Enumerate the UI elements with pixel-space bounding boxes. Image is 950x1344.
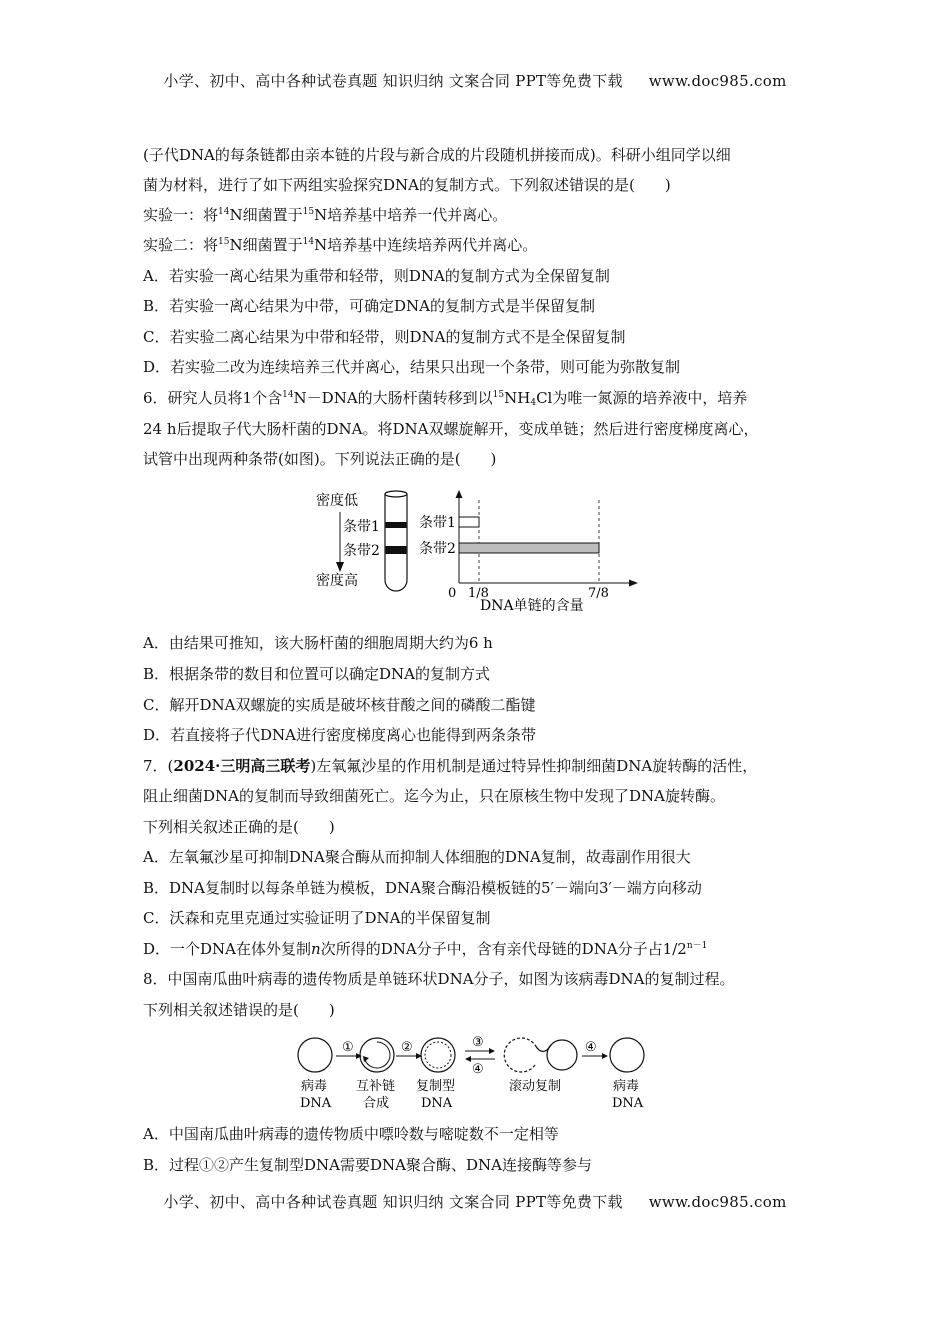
q5-option-d: D．若实验二改为连续培养三代并离心，结果只出现一个条带，则可能为弥散复制: [143, 358, 681, 376]
label-virus-2b: DNA: [612, 1096, 644, 1111]
tick-label-2: 7/8: [588, 586, 609, 601]
q7-stem-line2: 阻止细菌DNA的复制而导致细菌死亡。迄今为止，只在原核生物中发现了DNA旋转酶。: [143, 787, 725, 805]
tick-label-1: 1/8: [468, 586, 489, 601]
x-axis-arrow: [629, 580, 638, 587]
q7-option-d: D．一个DNA在体外复制n次所得的DNA分子中，含有亲代母链的DNA分子占$1/2^{n-1}$: [143, 940, 708, 958]
label-complement-b: 合成: [363, 1096, 390, 1111]
q8-stem-line1: 8．中国南瓜曲叶病毒的遗传物质是单链环状DNA分子，如图为该病毒DNA的复制过程。: [143, 970, 735, 988]
page-header: [0, 70, 950, 91]
q7-option-c: C．沃森和克里克通过实验证明了DNA的半保留复制: [143, 909, 491, 927]
tube-band1: [386, 522, 407, 528]
q8-option-b: B．过程①②产生复制型DNA需要DNA聚合酶、DNA连接酶等参与: [143, 1156, 592, 1174]
label-replicative-b: DNA: [421, 1096, 453, 1111]
label-virus-1a: 病毒: [301, 1079, 328, 1094]
chart-area: [419, 490, 638, 614]
q5-experiment-2: 实验二：将$^{15}$N细菌置于$^{14}$N培养基中连续培养两代并离心。: [143, 236, 538, 254]
q5-option-b: B．若实验一离心结果为中带，可确定DNA的复制方式是半保留复制: [143, 297, 596, 315]
q5-experiment-1: 实验一：将$^{14}$N细菌置于$^{15}$N培养基中培养一代并离心。: [143, 206, 508, 224]
rolling-circle-2: [547, 1040, 577, 1070]
page-footer: [0, 1191, 950, 1212]
density-low-label: 密度低: [316, 493, 358, 509]
step3-label: ③: [472, 1035, 484, 1050]
step4-forward-label: ④: [585, 1040, 597, 1055]
tube-band1-label: 条带1: [343, 519, 380, 535]
chart-x-axis-label: DNA单链的含量: [480, 598, 584, 614]
q5-option-a: A．若实验一离心结果为重带和轻带，则DNA的复制方式为全保留复制: [143, 267, 610, 285]
q8-stem-line2: 下列相关叙述错误的是( ): [143, 1001, 335, 1019]
q7-option-a: A．左氧氟沙星可抑制DNA聚合酶从而抑制人体细胞的DNA复制，故毒副作用很大: [143, 848, 691, 866]
q7-stem-line1: 7．(2024·三明高三联考)左氧氟沙星的作用机制是通过特异性抑制细菌DNA旋转酶的活性，: [143, 757, 758, 775]
y-axis-arrow: [456, 490, 463, 498]
q5-option-c: C．若实验二离心结果为中带和轻带，则DNA的复制方式不是全保留复制: [143, 328, 626, 346]
q7-option-b: B．DNA复制时以每条单链为模板，DNA聚合酶沿模板链的5′－端向3′－端方向移动: [143, 879, 702, 897]
label-virus-2a: 病毒: [613, 1079, 640, 1094]
tube-band2: [386, 546, 407, 554]
q6-option-d: D．若直接将子代DNA进行密度梯度离心也能得到两条条带: [143, 726, 537, 744]
q6-stem-line3: 试管中出现两种条带(如图)。下列说法正确的是( ): [143, 450, 497, 468]
bar-1: [459, 517, 479, 527]
footer-url[interactable]: www.doc985.com: [648, 1193, 787, 1211]
header-text: 小学、初中、高中各种试卷真题 知识归纳 文案合同 PPT等免费下载: [163, 72, 623, 90]
q7-source: 2024·三明高三联考: [173, 757, 311, 775]
test-tube: [385, 494, 407, 591]
step4-back-label: ④: [472, 1062, 484, 1077]
label-virus-1b: DNA: [300, 1096, 332, 1111]
q5-stem-line2: 菌为材料，进行了如下两组实验探究DNA的复制方式。下列叙述错误的是( ): [143, 176, 671, 194]
density-high-label: 密度高: [316, 573, 358, 589]
q5-stem-line1: (子代DNA的每条链都由亲本链的片段与新合成的片段随机拼接而成)。科研小组同学以细: [143, 146, 731, 164]
tube-rim: [385, 491, 407, 497]
rolling-dashed-circle: [504, 1038, 535, 1072]
chart-origin-label: 0: [448, 586, 457, 601]
bar-2: [459, 543, 599, 553]
label-rolling: 滚动复制: [509, 1079, 562, 1094]
q7-stem-line3: 下列相关叙述正确的是( ): [143, 818, 335, 836]
q8-option-a: A．中国南瓜曲叶病毒的遗传物质中嘌呤数与嘧啶数不一定相等: [143, 1125, 559, 1143]
chart-band1-label: 条带1: [419, 515, 456, 531]
q6-stem-line2: 24 h后提取子代大肠杆菌的DNA。将DNA双螺旋解开，变成单链；然后进行密度梯度离心，: [143, 420, 759, 438]
virus-dna-circle-1: [298, 1038, 332, 1072]
replication-figure: [295, 1034, 655, 1114]
step2-label: ②: [401, 1040, 413, 1055]
tube-band2-label: 条带2: [343, 543, 380, 559]
virus-dna-circle-2: [610, 1038, 644, 1072]
centrifuge-figure: [300, 484, 650, 624]
complement-outer-circle: [360, 1038, 394, 1072]
q6-option-c: C．解开DNA双螺旋的实质是破坏核苷酸之间的磷酸二酯键: [143, 696, 536, 714]
footer-text: 小学、初中、高中各种试卷真题 知识归纳 文案合同 PPT等免费下载: [163, 1193, 623, 1211]
replicative-dna-circle: [421, 1038, 455, 1072]
q6-stem-line1: 6．研究人员将1个含$^{14}$N－DNA的大肠杆菌转移到以$^{15}NH_4Cl$为唯一氮源的培养液中，培养: [143, 389, 748, 408]
label-replicative-a: 复制型: [416, 1079, 456, 1094]
header-url[interactable]: www.doc985.com: [648, 72, 787, 90]
chart-band2-label: 条带2: [419, 541, 456, 557]
density-arrow-head: [336, 562, 344, 572]
q6-option-a: A．由结果可推知，该大肠杆菌的细胞周期大约为6 h: [143, 634, 493, 652]
step1-label: ①: [342, 1040, 354, 1055]
label-complement-a: 互补链: [356, 1079, 396, 1094]
q6-option-b: B．根据条带的数目和位置可以确定DNA的复制方式: [143, 665, 491, 683]
